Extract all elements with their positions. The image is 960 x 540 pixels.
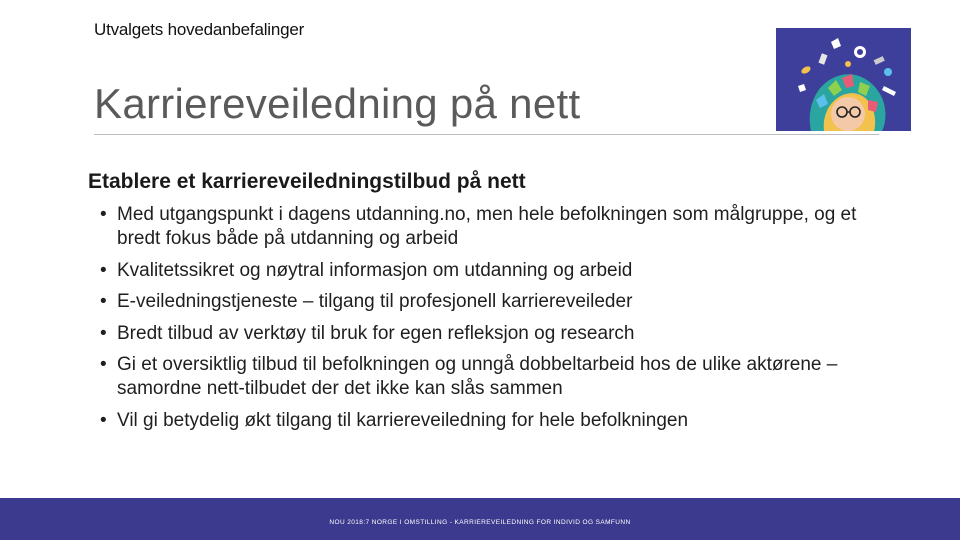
bullet-text: Gi et oversiktlig tilbud til befolkningen og unngå dobbeltarbeid hos de ulike aktørene – samordne nett-tilbudet der det ikke kan slås sammen [117, 354, 838, 399]
bullet-point: • [100, 354, 107, 375]
list-item [100, 290, 880, 314]
bullet-point: • [100, 322, 107, 344]
bullet-text: E-veiledningstjeneste – tilgang til profesjonell karriereveileder [117, 291, 633, 312]
bullet-text: Bredt tilbud av verktøy til bruk for egen refleksjon og research [117, 322, 635, 344]
title-divider [94, 134, 879, 135]
bullet-point: • [100, 259, 107, 281]
list-item [100, 353, 880, 401]
education-science-illustration-icon [776, 28, 911, 131]
content-subtitle: Etablere et karriereveiledningstilbud på nett [88, 170, 526, 193]
bullet-list [100, 203, 880, 440]
section-label: Utvalgets hovedanbefalinger [94, 20, 305, 39]
list-item [100, 322, 880, 346]
list-item [100, 203, 880, 251]
footer-text: NOU 2018:7 NORGE I OMSTILLING - KARRIEREVEILEDNING FOR INDIVID OG SAMFUNN [329, 519, 631, 526]
bullet-text: Vil gi betydelig økt tilgang til karriereveiledning for hele befolkningen [117, 409, 689, 431]
list-item [100, 259, 880, 283]
bullet-point: • [100, 409, 107, 431]
bullet-point: • [100, 291, 107, 312]
bullet-text: Med utgangspunkt i dagens utdanning.no, men hele befolkningen som målgruppe, og et bredt fokus både på utdanning og arbeid [117, 204, 857, 249]
bullet-point: • [100, 204, 107, 225]
bullet-text: Kvalitetssikret og nøytral informasjon om utdanning og arbeid [117, 259, 633, 281]
list-item [100, 409, 880, 433]
slide-title: Karriereveiledning på nett [94, 80, 581, 127]
